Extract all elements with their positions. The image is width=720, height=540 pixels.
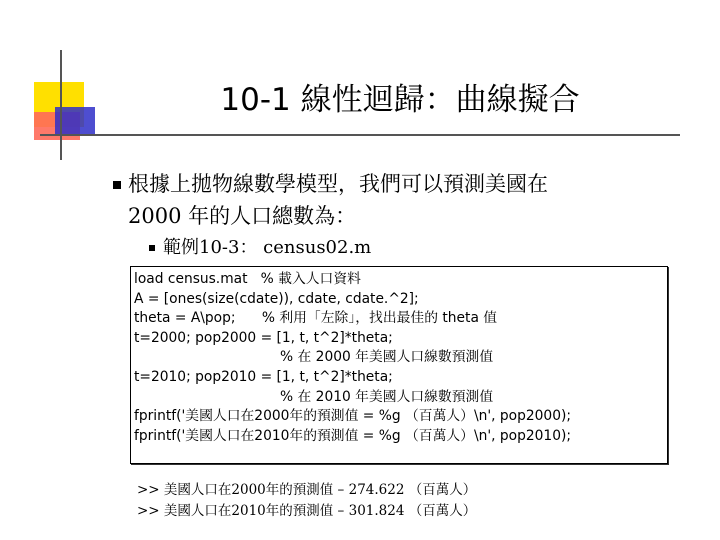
bullet-marker (113, 181, 121, 189)
sub-bullet-marker (149, 245, 155, 251)
sub-bullet-text: 範例10-3： census02.m (163, 237, 372, 258)
code-block (130, 266, 668, 464)
code-line: fprintf('美國人口在2000年的預測值 = %g （百萬人）\n', pop2000); (134, 408, 572, 425)
output-line: >> 美國人口在2000年的預測值 – 274.622 （百萬人） (137, 482, 477, 498)
code-line: A = [ones(size(cdate)), cdate, cdate.^2]; (134, 290, 419, 307)
code-line: load census.mat % 載入人口資料 (134, 271, 361, 287)
code-comment-line: % 在 2000 年美國人口線數預測值 (280, 349, 494, 366)
code-line: theta = A\pop; % 利用「左除」，找出最佳的 theta 值 (134, 310, 498, 327)
title-underline (40, 134, 680, 136)
decor-vertical-line (60, 50, 62, 160)
code-comment-line: % 在 2010 年美國人口線數預測值 (280, 388, 494, 405)
output-block (137, 480, 697, 522)
slide-title: 10-1 線性迴歸：曲線擬合 (220, 82, 580, 118)
bullet-main-text: 根據上拋物線數學模型，我們可以預測美國在 2000 年的人口總數為： (128, 172, 548, 228)
code-line: fprintf('美國人口在2010年的預測值 = %g （百萬人）\n', pop2010); (134, 427, 572, 444)
output-line: >> 美國人口在2010年的預測值 – 301.824 （百萬人） (137, 503, 477, 519)
code-line: t=2010; pop2010 = [1, t, t^2]*theta; (134, 368, 393, 385)
code-line: t=2000; pop2000 = [1, t, t^2]*theta; (134, 329, 393, 346)
